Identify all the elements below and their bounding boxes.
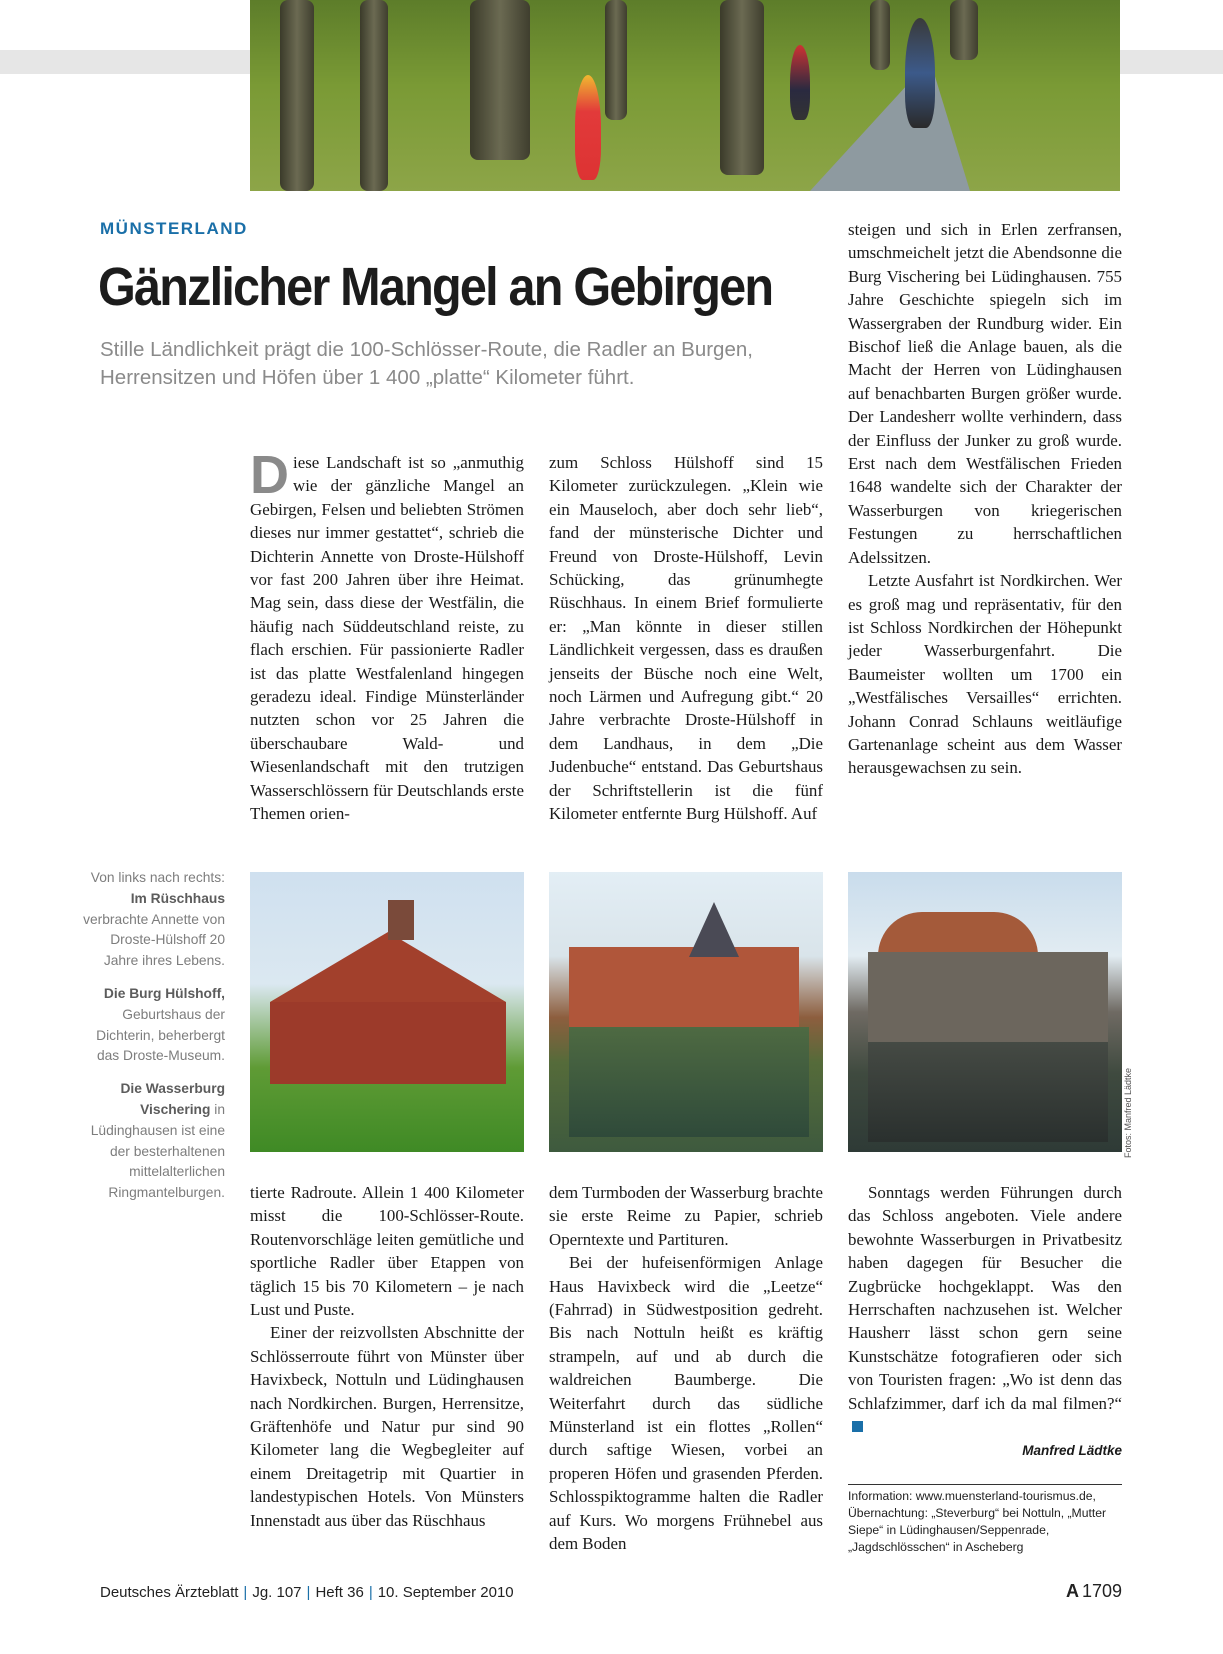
article-deck: Stille Ländlichkeit prägt die 100-Schlösser-Route, die Radler an Burgen, Herrensitzen und Höfen über 1 400 „platte“ Kilometer führt. bbox=[100, 338, 753, 389]
caption-text-vischering: in Lüdinghausen ist eine der besterhaltenen mittelalterlichen Ringmantelburgen. bbox=[90, 1101, 225, 1201]
photo-credit: Fotos: Manfred Lädtke bbox=[1123, 1067, 1133, 1158]
article-paragraph: Einer der reizvollsten Abschnitte der Schlösserroute führt von Münster über Havixbeck, Nottuln und Lüdinghausen nach Nordkirchen. Burgen, Herrensitze, Gräftenhöfe und Natur pur sind 90 Kilometer lang die Wegbegleiter auf einem Dreitagetrip mit Quartier in landestypischen Hotels. Von Münsters Innenstadt aus über das Rüschhaus bbox=[250, 1323, 524, 1530]
page-footer: Deutsches Ärzteblatt | Jg. 107 | Heft 36 | 10. September 2010 bbox=[100, 1584, 514, 1601]
article-paragraph: Letzte Ausfahrt ist Nordkirchen. Wer es groß mag und repräsentativ, für den ist Schloss Nordkirchen der Höhepunkt jeder Wasserburgenfahrt. Die Baumeister wollten um 1700 ein „Westfälisches Versailles“ errichten. Johann Conrad Schlauns weitläufige Gartenanlage scheint aus dem Wasser herausgewachsen zu sein. bbox=[848, 571, 1122, 778]
article-text: zum Schloss Hülshoff sind 15 Kilometer zurückzulegen. „Klein wie ein Mauseloch, aber doch sehr lieb“, fand der münsterische Dichter und Freund von Droste-Hülshoff, Levin Schücking, das grünumhegte Rüschhaus. In einem Brief formulierte er: „Man könnte in dieser stillen Ländlichkeit vergessen, dass es draußen jenseits der Büsche noch eine Welt, noch Lärmen und Aufregung gibt.“ 20 Jahre verbrachte Droste-Hülshoff in dem Landhaus, in dem „Die Judenbuche“ entstand. Das Geburtshaus der Schriftstellerin ist die fünf Kilometer entfernte Burg Hülshoff. Auf bbox=[549, 453, 823, 824]
photo-rueschhaus bbox=[250, 872, 524, 1152]
author-byline: Manfred Lädtke bbox=[1022, 1443, 1122, 1458]
article-headline: Gänzlicher Mangel an Gebirgen bbox=[98, 257, 773, 317]
article-paragraph: Bei der hufeisenförmigen Anlage Haus Havixbeck wird die „Leetze“ (Fahrrad) in Südwestposition gedreht. Bis nach Nottuln heißt es kräftig strampeln, auf und ab durch die waldreichen Baumberge. Die Weiterfahrt durch das südliche Münsterland ist ein flottes „Rollen“ durch saftige Wiesen, vorbei an properen Höfen und grasenden Pferden. Schlosspiktogramme halten die Radler auf Kurs. Wo morgens Frühnebel aus dem Boden bbox=[549, 1253, 823, 1554]
photo-caption bbox=[78, 868, 225, 1216]
end-mark-icon bbox=[852, 1421, 863, 1432]
caption-text-huelshoff: Geburtshaus der Dichterin, beherbergt das Droste-Museum. bbox=[96, 1006, 225, 1064]
page-number: A 1709 bbox=[1065, 1581, 1122, 1601]
article-column-3-top bbox=[848, 218, 1122, 780]
article-paragraph: dem Turmboden der Wasserburg brachte sie erste Reime zu Papier, schrieb Operntexte und Partituren. bbox=[549, 1183, 823, 1249]
article-column-2-bottom bbox=[549, 1181, 823, 1556]
article-column-2-top bbox=[549, 451, 823, 826]
footer-date: 10. September 2010 bbox=[377, 1584, 514, 1601]
article-paragraph: Sonntags werden Führungen durch das Schloss angeboten. Viele andere bewohnte Wasserburgen in Privatbesitz haben dagegen für Besucher die Zugbrücke hochgeklappt. Was den Herrschaften nachzusehen ist. Welcher Hausherr lässt schon gern seine Kunstschätze fotografieren oder sich von Touristen fragen: „Wo ist denn das Schlafzimmer, darf ich da mal filmen?“ bbox=[848, 1183, 1122, 1413]
article-column-1-top bbox=[250, 445, 524, 826]
footer-volume: Jg. 107 bbox=[252, 1584, 302, 1601]
header-band-left bbox=[0, 50, 250, 74]
article-column-3-bottom bbox=[848, 1181, 1122, 1438]
footer-issue: Heft 36 bbox=[315, 1584, 364, 1601]
caption-intro: Von links nach rechts: bbox=[90, 870, 225, 885]
article-paragraph: tierte Radroute. Allein 1 400 Kilometer misst die 100-Schlösser-Route. Routenvorschläge leiten gemütliche und sportliche Radler über Etappen von täglich 15 bis 70 Kilometern – je nach Lust und Puste. bbox=[250, 1183, 524, 1320]
caption-text-rueschhaus: verbrachte Annette von Droste-Hülshoff 20 Jahre ihres Lebens. bbox=[83, 911, 225, 969]
footer-publication: Deutsches Ärzteblatt bbox=[100, 1584, 239, 1601]
photo-wasserburg-vischering bbox=[848, 872, 1122, 1152]
article-column-1-bottom bbox=[250, 1181, 524, 1532]
caption-title-huelshoff: Die Burg Hülshoff, bbox=[103, 985, 225, 1001]
caption-title-vischering: Die Wasserburg Vischering bbox=[120, 1081, 225, 1117]
caption-title-rueschhaus: Im Rüschhaus bbox=[130, 890, 225, 906]
header-band-right bbox=[1120, 50, 1223, 74]
hero-photo-cyclists bbox=[250, 0, 1120, 191]
photo-burg-huelshoff bbox=[549, 872, 823, 1152]
info-box: Information: www.muensterland-tourismus.de, Übernachtung: „Steverburg“ bei Nottuln, „Mutter Siepe“ in Lüdinghausen/Seppenrade, „Jagdschlösschen“ in Ascheberg bbox=[848, 1489, 1107, 1554]
article-paragraph: steigen und sich in Erlen zerfransen, umschmeichelt jetzt die Abendsonne die Burg Vischering bei Lüdinghausen. 755 Jahre Geschichte spiegeln sich im Wassergraben der Rundburg wider. Ein Bischof ließ die Anlage bauen, als die Macht der Herren von Lüdinghausen auf benachbarten Burgen größer wurde. Der Landesherr wollte verhindern, dass der Einfluss der Junker zu groß wurde. Erst nach dem Westfälischen Frieden 1648 wandelte sich der Charakter der Wasserburgen von kriegerischen Festungen zu herrschaftlichen Adelssitzen. bbox=[848, 220, 1122, 567]
section-kicker: MÜNSTERLAND bbox=[100, 219, 248, 238]
drop-cap: D bbox=[250, 445, 289, 505]
info-divider bbox=[848, 1484, 1122, 1485]
article-text: iese Landschaft ist so „anmuthig wie der gänzliche Mangel an Gebirgen, Felsen und beliebten Strömen dieses nur immer gestattet“, schrieb die Dichterin Annette von Droste-Hülshoff vor fast 200 Jahren über ihre Heimat. Mag sein, dass diese der Westfälin, die häufig nach Süddeutschland reiste, zu flach erschien. Für passionierte Radler ist das platte Westfalenland hingegen geradezu ideal. Findige Münsterländer nutzten schon vor 25 Jahren die überschaubare Wald- und Wiesenlandschaft mit den trutzigen Wasserschlössern für Deutschlands erste Themen orien- bbox=[250, 453, 524, 824]
